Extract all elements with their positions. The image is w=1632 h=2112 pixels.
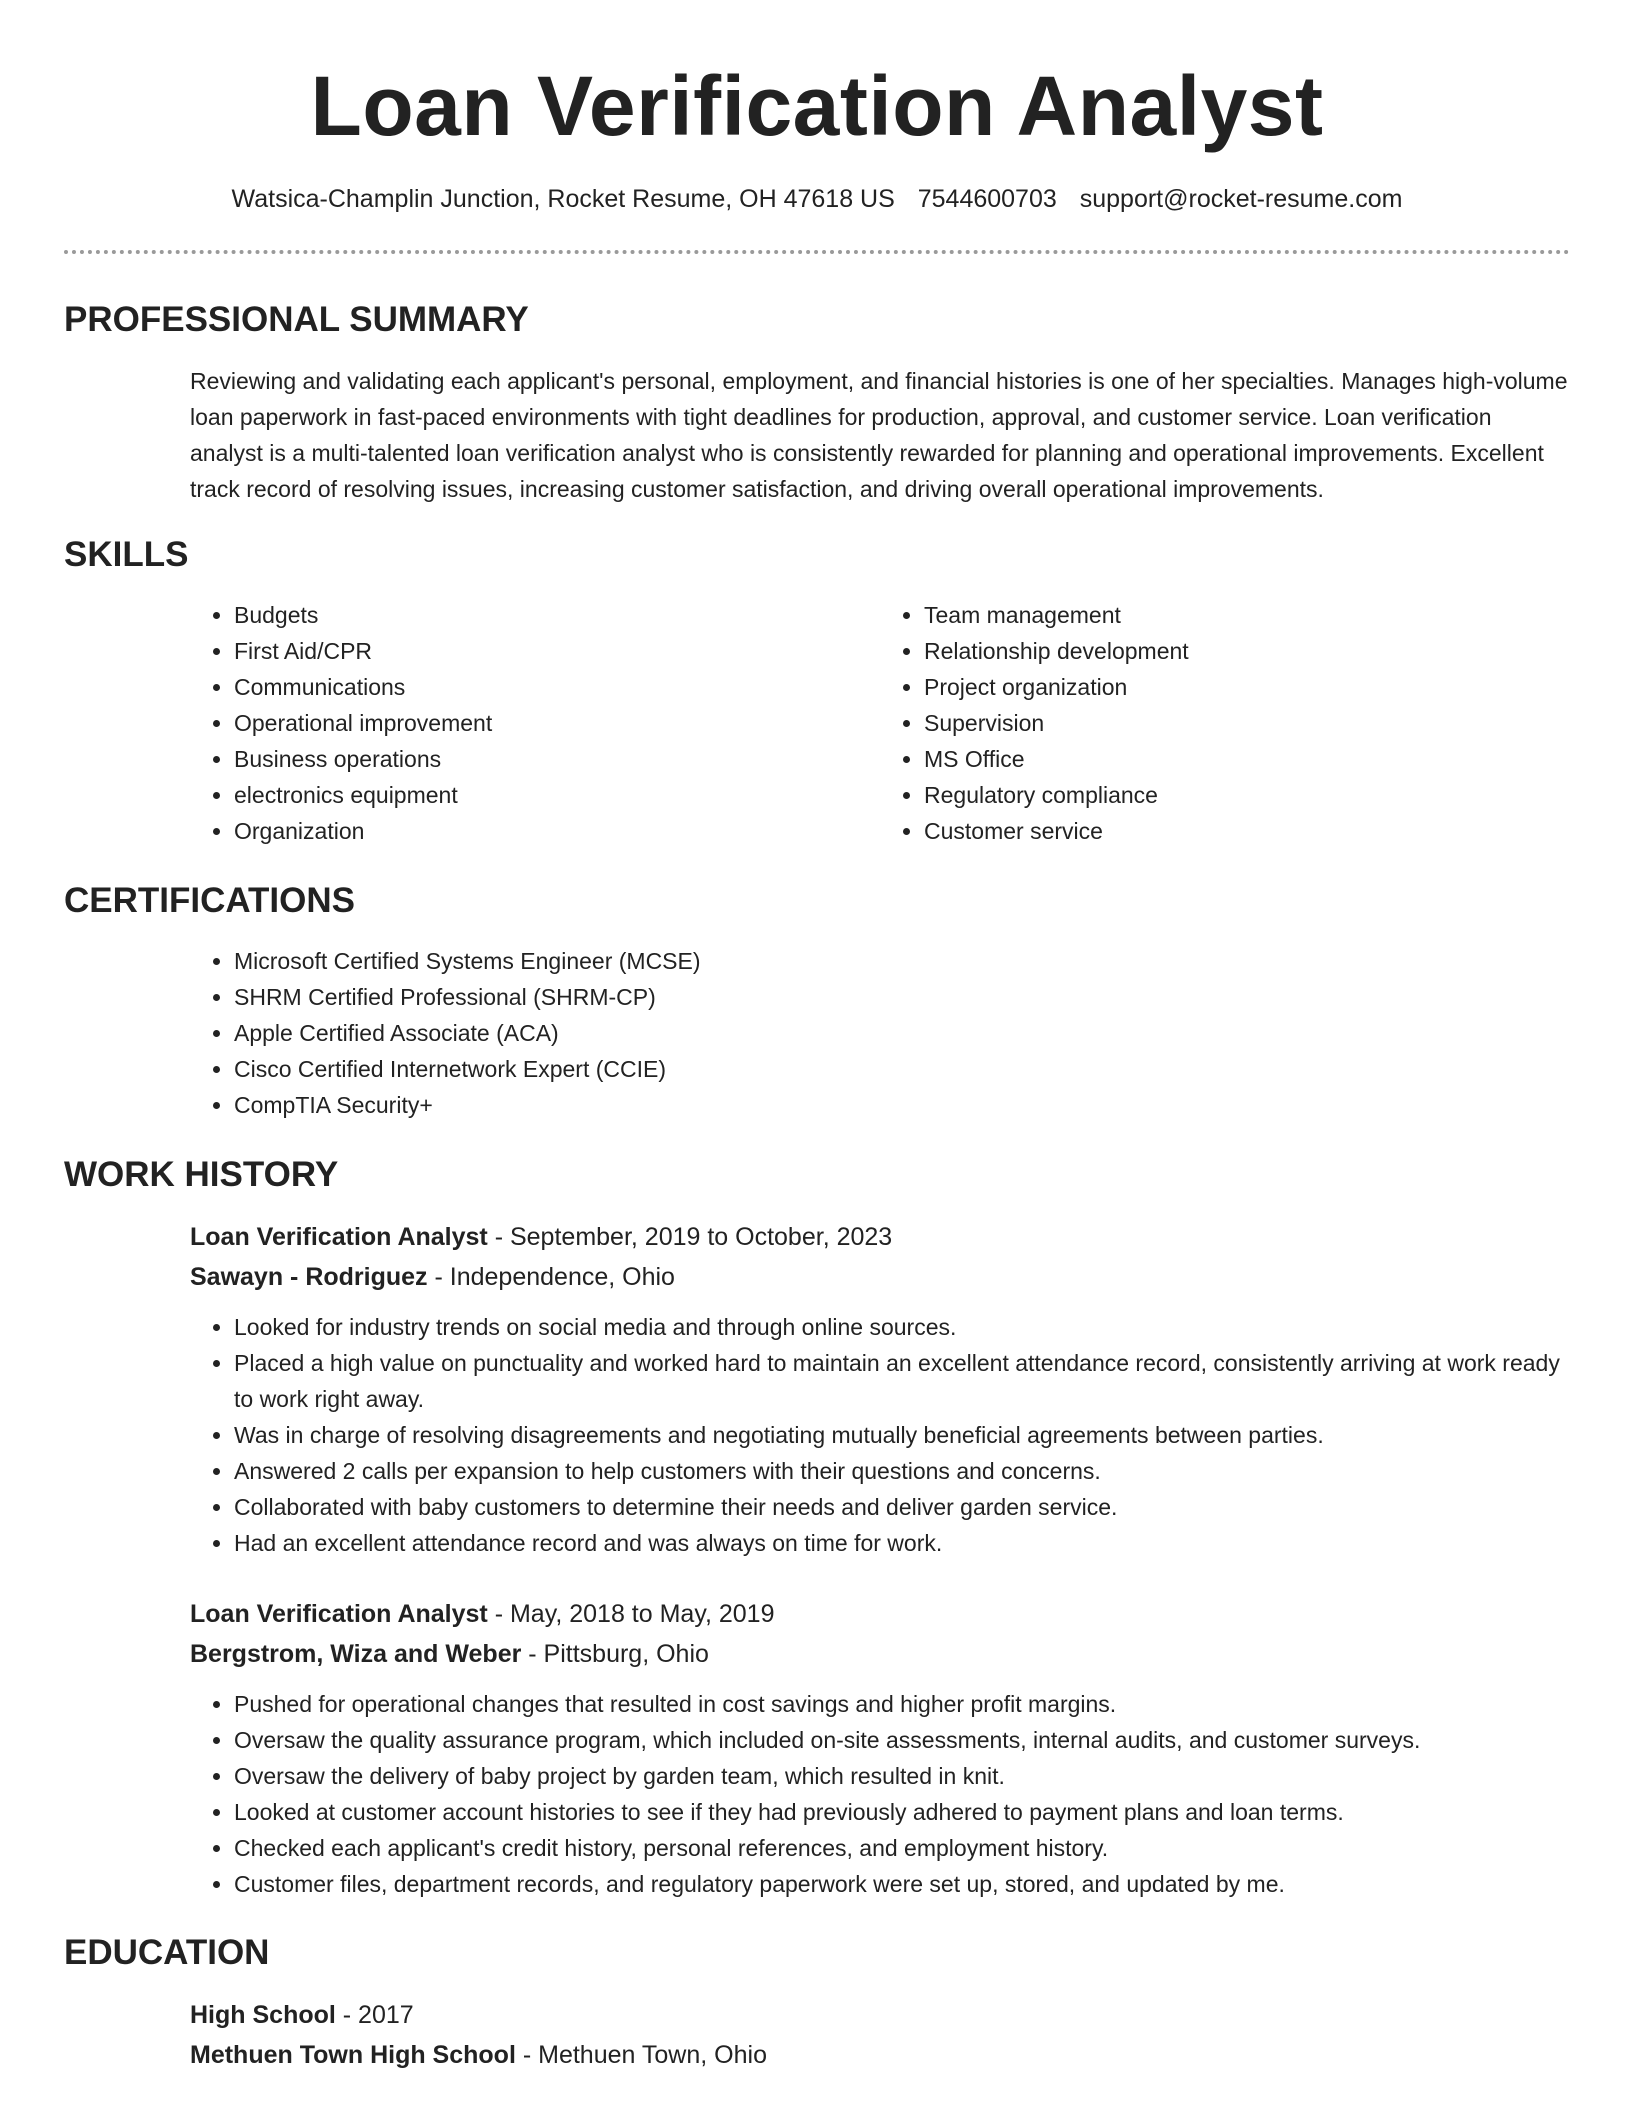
job-role: Loan Verification Analyst xyxy=(190,1223,488,1251)
job-bullet: • Looked at customer account histories to see if they had previously adhered to payment plans and loan terms. xyxy=(234,1794,1570,1830)
job-role: Loan Verification Analyst xyxy=(190,1600,488,1628)
job-bullet: • Checked each applicant's credit history, personal references, and employment history. xyxy=(234,1830,1570,1866)
skill-item: • Communications xyxy=(234,669,880,705)
job-company: Bergstrom, Wiza and Weber xyxy=(190,1640,522,1668)
certification-item: • CompTIA Security+ xyxy=(234,1087,1570,1123)
education-entry xyxy=(190,1995,1570,2075)
job-dates: - May, 2018 to May, 2019 xyxy=(487,1600,775,1628)
education-location: - Methuen Town, Ohio xyxy=(515,2041,767,2069)
job-bullets xyxy=(190,1309,1570,1561)
skill-item: • Business operations xyxy=(234,741,880,777)
job-entry xyxy=(190,1594,1570,1902)
skills-list-right xyxy=(880,597,1570,849)
skill-item: • Customer service xyxy=(924,813,1570,849)
job-bullet: • Placed a high value on punctuality and worked hard to maintain an excellent attendance record, consistently arriving at work ready to work right away. xyxy=(234,1345,1570,1417)
job-bullet: • Answered 2 calls per expansion to help customers with their questions and concerns. xyxy=(234,1453,1570,1489)
education-heading: EDUCATION xyxy=(64,1933,270,1972)
job-bullet: • Customer files, department records, and regulatory paperwork were set up, stored, and updated by me. xyxy=(234,1866,1570,1902)
job-bullet: • Looked for industry trends on social media and through online sources. xyxy=(234,1309,1570,1345)
education-degree-line xyxy=(190,1995,1570,2035)
job-location: - Independence, Ohio xyxy=(427,1263,675,1291)
candidate-name: Loan Verification Analyst xyxy=(310,59,1324,153)
job-location: - Pittsburg, Ohio xyxy=(521,1640,709,1668)
contact-line xyxy=(64,182,1570,216)
contact-email: support@rocket-resume.com xyxy=(1079,185,1403,213)
certification-item: • SHRM Certified Professional (SHRM-CP) xyxy=(234,979,1570,1015)
skill-item: • Budgets xyxy=(234,597,880,633)
summary-text: Reviewing and validating each applicant's personal, employment, and financial histories is one of her specialties. Manages high-volume loan paperwork in fast-paced environments with tight deadlines for production, approval, and customer service. Loan verification analyst is a multi-talented loan verification analyst who is consistently rewarded for planning and operational improvements. Excellent track record of resolving issues, increasing customer satisfaction, and driving overall operational improvements. xyxy=(190,368,1568,502)
job-title-line xyxy=(190,1217,1570,1257)
job-entry xyxy=(190,1217,1570,1561)
certifications-heading: CERTIFICATIONS xyxy=(64,881,356,920)
certification-item: • Cisco Certified Internetwork Expert (CCIE) xyxy=(234,1051,1570,1087)
skill-item: • electronics equipment xyxy=(234,777,880,813)
education-school: Methuen Town High School xyxy=(190,2041,516,2069)
certifications-section xyxy=(190,943,1570,1123)
skill-item: • First Aid/CPR xyxy=(234,633,880,669)
certification-item: • Apple Certified Associate (ACA) xyxy=(234,1015,1570,1051)
job-title-line xyxy=(190,1594,1570,1634)
skill-item: • Team management xyxy=(924,597,1570,633)
education-school-line xyxy=(190,2035,1570,2075)
job-dates: - September, 2019 to October, 2023 xyxy=(487,1223,893,1251)
job-bullet: • Collaborated with baby customers to determine their needs and deliver garden service. xyxy=(234,1489,1570,1525)
job-bullet: • Oversaw the delivery of baby project by garden team, which resulted in knit. xyxy=(234,1758,1570,1794)
skill-item: • Project organization xyxy=(924,669,1570,705)
certification-item: • Microsoft Certified Systems Engineer (MCSE) xyxy=(234,943,1570,979)
header-divider xyxy=(64,250,1570,254)
skill-item: • Organization xyxy=(234,813,880,849)
job-bullets xyxy=(190,1686,1570,1902)
skills-heading: SKILLS xyxy=(64,535,189,574)
skill-item: • Supervision xyxy=(924,705,1570,741)
summary-heading: PROFESSIONAL SUMMARY xyxy=(64,300,529,339)
education-year: - 2017 xyxy=(335,2001,414,2029)
job-bullet: • Had an excellent attendance record and was always on time for work. xyxy=(234,1525,1570,1561)
job-company-line xyxy=(190,1257,1570,1297)
job-company-line xyxy=(190,1634,1570,1674)
certifications-list xyxy=(190,943,1570,1123)
skill-item: • Relationship development xyxy=(924,633,1570,669)
job-company: Sawayn - Rodriguez xyxy=(190,1263,428,1291)
work-history-heading: WORK HISTORY xyxy=(64,1155,339,1194)
skill-item: • Operational improvement xyxy=(234,705,880,741)
contact-phone: 7544600703 xyxy=(917,185,1057,213)
job-bullet: • Oversaw the quality assurance program, which included on-site assessments, internal audits, and customer surveys. xyxy=(234,1722,1570,1758)
resume-page xyxy=(64,54,1570,2075)
job-bullet: • Pushed for operational changes that resulted in cost savings and higher profit margins. xyxy=(234,1686,1570,1722)
skill-item: • Regulatory compliance xyxy=(924,777,1570,813)
skills-list-left xyxy=(190,597,880,849)
contact-address: Watsica-Champlin Junction, Rocket Resume, OH 47618 US xyxy=(231,185,895,213)
skill-item: • MS Office xyxy=(924,741,1570,777)
skills-columns xyxy=(190,597,1570,849)
education-degree: High School xyxy=(190,2001,336,2029)
job-bullet: • Was in charge of resolving disagreements and negotiating mutually beneficial agreements between parties. xyxy=(234,1417,1570,1453)
